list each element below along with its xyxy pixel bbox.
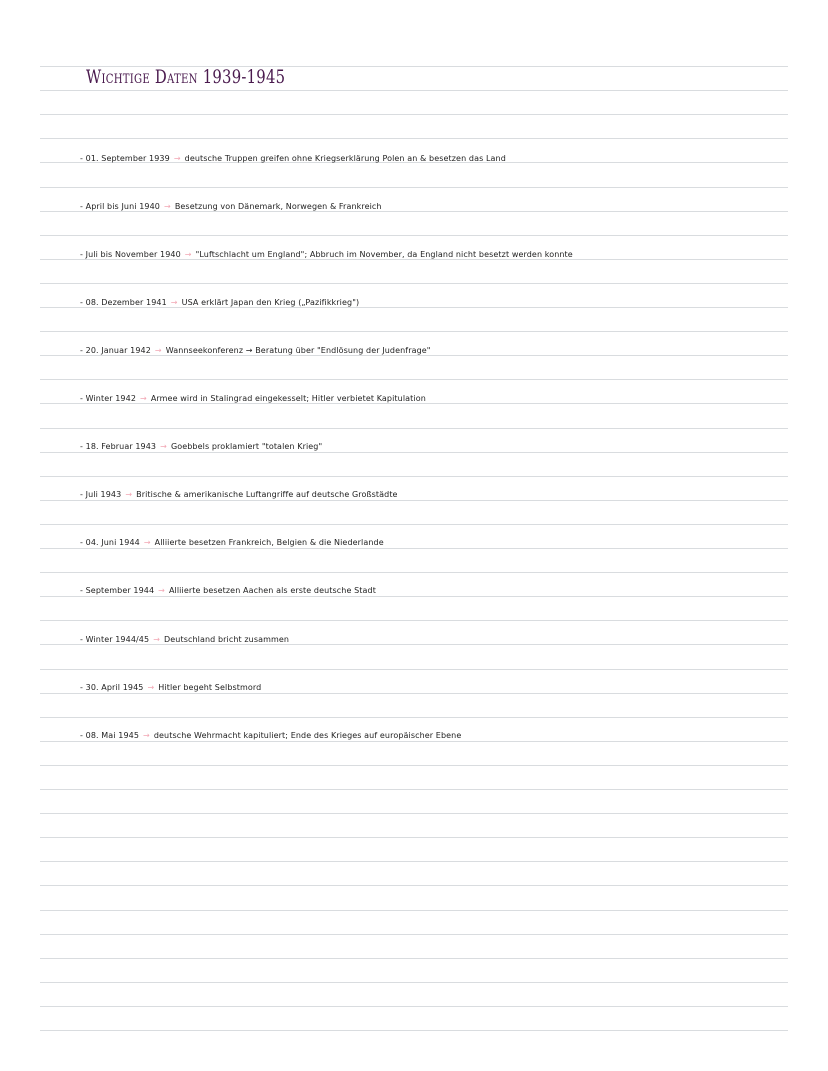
- ruled-line: [40, 283, 788, 284]
- timeline-entry: [80, 683, 261, 693]
- entry-text: deutsche Truppen greifen ohne Kriegserklärung Polen an & besetzen das Land: [184, 154, 506, 163]
- ruled-line: [40, 476, 788, 477]
- ruled-line: [40, 90, 788, 91]
- arrow-icon: →: [160, 442, 167, 451]
- entry-text: Hitler begeht Selbstmord: [158, 683, 262, 692]
- arrow-icon: →: [153, 635, 160, 644]
- timeline-entry: [80, 442, 322, 452]
- entry-date: - 18. Februar 1943: [80, 442, 157, 451]
- entry-text: Wannseekonferenz → Beratung über "Endlösung der Judenfrage": [165, 346, 431, 355]
- arrow-icon: →: [173, 154, 181, 163]
- entry-text: Goebbels proklamiert "totalen Krieg": [170, 442, 323, 451]
- entry-text: "Luftschlacht um England"; Abbruch im November, da England nicht besetzt werden konnte: [195, 250, 573, 259]
- timeline-entry: [80, 490, 398, 500]
- ruled-line: [40, 452, 788, 453]
- entry-text: deutsche Wehrmacht kapituliert; Ende des Krieges auf europäischer Ebene: [153, 731, 462, 740]
- entry-text: Besetzung von Dänemark, Norwegen & Frankreich: [174, 202, 382, 211]
- ruled-line: [40, 138, 788, 139]
- arrow-icon: →: [184, 250, 192, 259]
- timeline-entry: [80, 394, 426, 404]
- ruled-line: [40, 331, 788, 332]
- ruled-line: [40, 1006, 788, 1007]
- ruled-line: [40, 572, 788, 573]
- arrow-icon: →: [170, 298, 178, 307]
- entry-text: Deutschland bricht zusammen: [164, 635, 290, 644]
- ruled-line: [40, 669, 788, 670]
- ruled-line: [40, 379, 788, 380]
- timeline-entry: [80, 298, 359, 308]
- arrow-icon: →: [143, 731, 150, 740]
- ruled-line: [40, 982, 788, 983]
- timeline-entry: [80, 731, 461, 741]
- ruled-line: [40, 1030, 788, 1031]
- arrow-icon: →: [147, 683, 155, 692]
- ruled-line: [40, 548, 788, 549]
- entry-text: Armee wird in Stalingrad eingekesselt; Hitler verbietet Kapitulation: [150, 394, 426, 403]
- entry-date: - 20. Januar 1942: [80, 346, 151, 355]
- ruled-line: [40, 187, 788, 188]
- ruled-line: [40, 693, 788, 694]
- timeline-entry: [80, 346, 431, 356]
- ruled-line: [40, 114, 788, 115]
- ruled-line: [40, 235, 788, 236]
- ruled-line: [40, 958, 788, 959]
- arrow-icon: →: [164, 202, 171, 211]
- entry-date: - Juli bis November 1940: [80, 250, 181, 259]
- ruled-line: [40, 765, 788, 766]
- ruled-line: [40, 428, 788, 429]
- timeline-entry: [80, 202, 382, 212]
- timeline-entry: [80, 250, 573, 260]
- entry-text: USA erklärt Japan den Krieg („Pazifikkrieg"): [181, 298, 360, 307]
- arrow-icon: →: [143, 538, 151, 547]
- ruled-line: [40, 885, 788, 886]
- ruled-line: [40, 596, 788, 597]
- ruled-line: [40, 524, 788, 525]
- entry-date: - Juli 1943: [80, 490, 122, 499]
- entry-date: - April bis Juni 1940: [80, 202, 160, 211]
- ruled-line: [40, 910, 788, 911]
- entry-text: Alliierte besetzen Frankreich, Belgien & die Niederlande: [154, 538, 384, 547]
- ruled-line: [40, 500, 788, 501]
- ruled-line: [40, 934, 788, 935]
- ruled-line: [40, 813, 788, 814]
- arrow-icon: →: [154, 346, 162, 355]
- entry-date: - Winter 1942: [80, 394, 137, 403]
- entry-date: - 08. Mai 1945: [80, 731, 140, 740]
- timeline-entry: [80, 538, 384, 548]
- arrow-icon: →: [125, 490, 133, 499]
- entry-date: - 04. Juni 1944: [80, 538, 140, 547]
- page-title: Wichtige Daten 1939-1945: [86, 66, 286, 88]
- ruled-line: [40, 717, 788, 718]
- entry-date: - 01. September 1939: [80, 154, 170, 163]
- timeline-entry: [80, 586, 376, 596]
- ruled-line: [40, 789, 788, 790]
- entry-date: - September 1944: [80, 586, 155, 595]
- timeline-entry: [80, 635, 289, 645]
- entry-text: Alliierte besetzen Aachen als erste deutsche Stadt: [168, 586, 376, 595]
- ruled-line: [40, 620, 788, 621]
- ruled-line: [40, 837, 788, 838]
- timeline-entry: [80, 154, 506, 164]
- ruled-line: [40, 861, 788, 862]
- ruled-line: [40, 741, 788, 742]
- arrow-icon: →: [140, 394, 147, 403]
- arrow-icon: →: [158, 586, 165, 595]
- entry-date: - 08. Dezember 1941: [80, 298, 167, 307]
- entry-date: - 30. April 1945: [80, 683, 144, 692]
- entry-text: Britische & amerikanische Luftangriffe auf deutsche Großstädte: [136, 490, 398, 499]
- entry-date: - Winter 1944/45: [80, 635, 150, 644]
